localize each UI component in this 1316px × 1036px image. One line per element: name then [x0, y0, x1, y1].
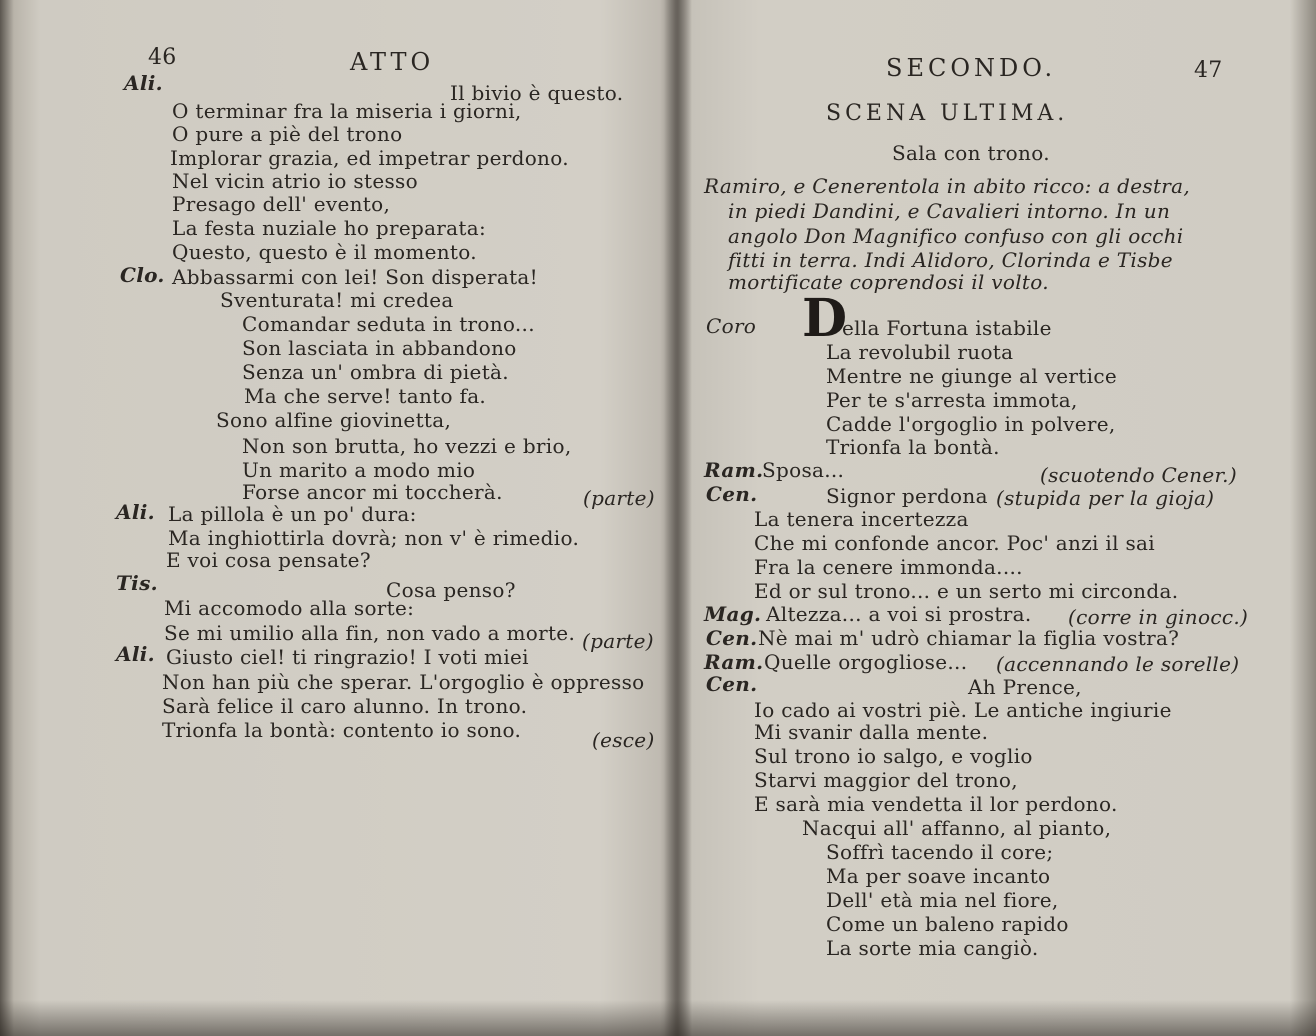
verse-line: Altezza... a voi si prostra. — [766, 602, 1032, 626]
verse-line: Sventurata! mi credea — [220, 288, 454, 312]
page-bottom-shadow — [0, 1000, 1316, 1036]
verse-line: O terminar fra la miseria i giorni, — [172, 99, 522, 123]
running-head: ATTO — [350, 48, 435, 76]
verse-line: Quelle orgogliose... — [764, 650, 968, 674]
verse-line: Io cado ai vostri piè. Le antiche ingiurie — [754, 698, 1172, 722]
verse-line: La sorte mia cangiò. — [826, 936, 1039, 960]
page-number: 47 — [1194, 58, 1223, 83]
stage-direction: (corre in ginocc.) — [1068, 605, 1249, 629]
speaker: Tis. — [116, 571, 158, 595]
verse-line: Ed or sul trono... e un serto mi circonda. — [754, 579, 1179, 603]
stage-direction: (scuotendo Cener.) — [1040, 463, 1237, 487]
verse-line: Starvi maggior del trono, — [754, 768, 1018, 792]
verse-line: La revolubil ruota — [826, 340, 1014, 364]
speaker: Clo. — [120, 263, 165, 287]
verse-line: Sono alfine giovinetta, — [216, 408, 452, 432]
running-head: SECONDO. — [886, 54, 1057, 82]
verse-line: La tenera incertezza — [754, 507, 969, 531]
right-page — [678, 0, 1316, 1036]
speaker: Cen. — [706, 482, 758, 506]
verse-line: Non son brutta, ho vezzi e brio, — [242, 434, 572, 458]
verse-line: Ma per soave incanto — [826, 864, 1051, 888]
verse-line: Mi svanir dalla mente. — [754, 720, 989, 744]
speaker: Cen. — [706, 626, 758, 650]
verse-line: Senza un' ombra di pietà. — [242, 360, 509, 384]
scene-title: SCENA ULTIMA. — [826, 101, 1069, 126]
verse-line: Se mi umilio alla fin, non vado a morte. — [164, 621, 576, 645]
verse-line: Presago dell' evento, — [172, 192, 391, 216]
verse-line: Soffrì tacendo il core; — [826, 840, 1054, 864]
verse-line: Il bivio è questo. — [450, 81, 624, 105]
stage-direction-line: Ramiro, e Cenerentola in abito ricco: a destra, — [704, 174, 1191, 198]
verse-line: Cosa penso? — [386, 578, 516, 602]
speaker: Cen. — [706, 672, 758, 696]
verse-line: E voi cosa pensate? — [166, 548, 371, 572]
stage-direction: (stupida per la gioja) — [996, 486, 1215, 510]
speaker: Ali. — [124, 71, 163, 95]
verse-line: Implorar grazia, ed impetrar perdono. — [170, 146, 569, 170]
verse-line: O pure a piè del trono — [172, 122, 403, 146]
speaker: Ram. — [704, 650, 764, 674]
stage-direction: (accennando le sorelle) — [996, 652, 1240, 676]
stage-direction: (parte) — [582, 629, 654, 653]
speaker: Ali. — [116, 642, 155, 666]
verse-line: Un marito a modo mio — [242, 458, 476, 482]
verse-line: Ma inghiottirla dovrà; non v' è rimedio. — [168, 526, 580, 550]
setting: Sala con trono. — [892, 141, 1050, 165]
speaker: Mag. — [704, 602, 762, 626]
verse-line: Comandar seduta in trono... — [242, 312, 535, 336]
verse-line: Come un baleno rapido — [826, 912, 1069, 936]
verse-line: Giusto ciel! ti ringrazio! I voti miei — [166, 645, 529, 669]
drop-cap: D — [802, 288, 848, 349]
verse-line: E sarà mia vendetta il lor perdono. — [754, 792, 1118, 816]
verse-line: Forse ancor mi toccherà. — [242, 480, 503, 504]
verse-line: Signor perdona — [826, 484, 988, 508]
page-number: 46 — [148, 45, 177, 70]
verse-line: Fra la cenere immonda.... — [754, 555, 1023, 579]
stage-direction: (parte) — [583, 486, 655, 510]
speaker: Coro — [706, 314, 757, 338]
verse-line: Sarà felice il caro alunno. In trono. — [162, 694, 528, 718]
verse-line: Mi accomodo alla sorte: — [164, 596, 415, 620]
verse-line: Ma che serve! tanto fa. — [244, 384, 487, 408]
verse-line: Mentre ne giunge al vertice — [826, 364, 1117, 388]
verse-line: Sposa... — [762, 458, 845, 482]
verse-line: Trionfa la bontà: contento io sono. — [162, 718, 522, 742]
stage-direction-line: in piedi Dandini, e Cavalieri intorno. In un — [728, 199, 1171, 223]
verse-line: Sul trono io salgo, e voglio — [754, 744, 1033, 768]
verse-line: Nacqui all' affanno, al pianto, — [802, 816, 1112, 840]
verse-line: Nè mai m' udrò chiamar la figlia vostra? — [758, 626, 1180, 650]
verse-line: La festa nuziale ho preparata: — [172, 216, 486, 240]
verse-line: Abbassarmi con lei! Son disperata! — [172, 265, 538, 289]
speaker: Ali. — [116, 500, 155, 524]
verse-line: Trionfa la bontà. — [826, 435, 1000, 459]
verse-line: Ah Prence, — [968, 675, 1082, 699]
verse-line: La pillola è un po' dura: — [168, 502, 417, 526]
verse-line: Che mi confonde ancor. Poc' anzi il sai — [754, 531, 1155, 555]
stage-direction-line: angolo Don Magnifico confuso con gli occhi — [728, 224, 1184, 248]
verse-line: Per te s'arresta immota, — [826, 388, 1078, 412]
verse-line: Questo, questo è il momento. — [172, 240, 477, 264]
verse-line: ella Fortuna istabile — [842, 316, 1052, 340]
verse-line: Nel vicin atrio io stesso — [172, 169, 418, 193]
verse-line: Cadde l'orgoglio in polvere, — [826, 412, 1116, 436]
stage-direction-line: mortificate coprendosi il volto. — [728, 270, 1049, 294]
speaker: Ram. — [704, 458, 764, 482]
stage-direction-line: fitti in terra. Indi Alidoro, Clorinda e Tisbe — [728, 248, 1173, 272]
verse-line: Son lasciata in abbandono — [242, 336, 517, 360]
verse-line: Dell' età mia nel fiore, — [826, 888, 1059, 912]
stage-direction: (esce) — [592, 728, 655, 752]
verse-line: Non han più che sperar. L'orgoglio è oppresso — [162, 670, 645, 694]
